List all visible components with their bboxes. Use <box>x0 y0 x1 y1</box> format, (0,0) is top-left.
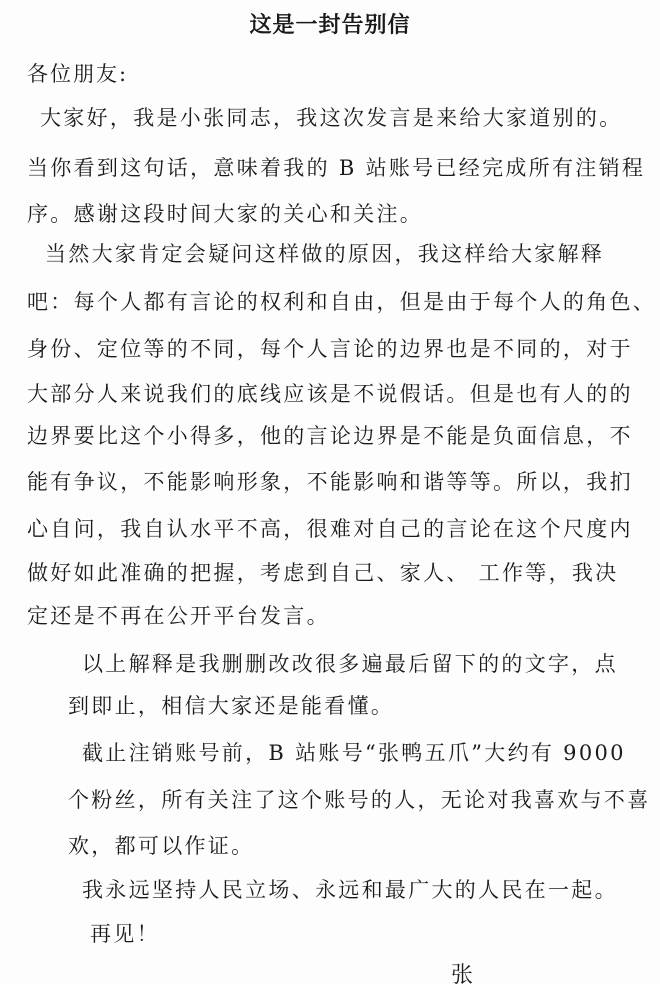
letter-line: 到即止，相信大家还是能看懂。 <box>68 694 395 718</box>
letter-line: 身份、定位等的不同，每个人言论的边界也是不同的，对于 <box>27 337 633 361</box>
letter-line: 能有争议，不能影响形象，不能影响和谐等等。所以，我扪 <box>27 470 633 494</box>
letter-line: 大家好，我是小张同志，我这次发言是来给大家道别的。 <box>40 106 623 130</box>
letter-line: 大部分人来说我们的底线应该是不说假话。但是也有人的的 <box>27 382 633 406</box>
letter-line: 边界要比这个小得多，他的言论边界是不能是负面信息，不 <box>27 424 633 448</box>
letter-line: 定还是不再在公开平台发言。 <box>27 604 330 628</box>
letter-line: 心自问，我自认水平不高，很难对自己的言论在这个尺度内 <box>27 517 633 541</box>
letter-title: 这是一封告别信 <box>249 13 411 38</box>
signature: 张 <box>451 963 474 988</box>
letter-line: 截止注销账号前，B 站账号“张鸭五爪”大约有 9000 <box>82 741 626 765</box>
letter-line: 以上解释是我删删改改很多遍最后留下的的文字，点 <box>82 652 618 676</box>
letter-line: 做好如此准确的把握，考虑到自己、家人、 工作等，我决 <box>27 561 619 585</box>
letter-line: 序。感谢这段时间大家的关心和关注。 <box>27 202 424 226</box>
salutation: 各位朋友: <box>27 62 129 86</box>
letter-line: 吧：每个人都有言论的权利和自由，但是由于每个人的角色、 <box>27 290 657 314</box>
letter-line: 我永远坚持人民立场、永远和最广大的人民在一起。 <box>82 878 618 902</box>
letter-line: 欢，都可以作证。 <box>68 834 255 858</box>
letter-line: 个粉丝，所有关注了这个账号的人，无论对我喜欢与不喜 <box>68 788 651 812</box>
letter-line: 再见！ <box>90 922 160 946</box>
letter-line: 当你看到这句话，意味着我的 B 站账号已经完成所有注销程 <box>27 156 646 180</box>
letter-line: 当然大家肯定会疑问这样做的原因，我这样给大家解释 <box>45 242 605 266</box>
